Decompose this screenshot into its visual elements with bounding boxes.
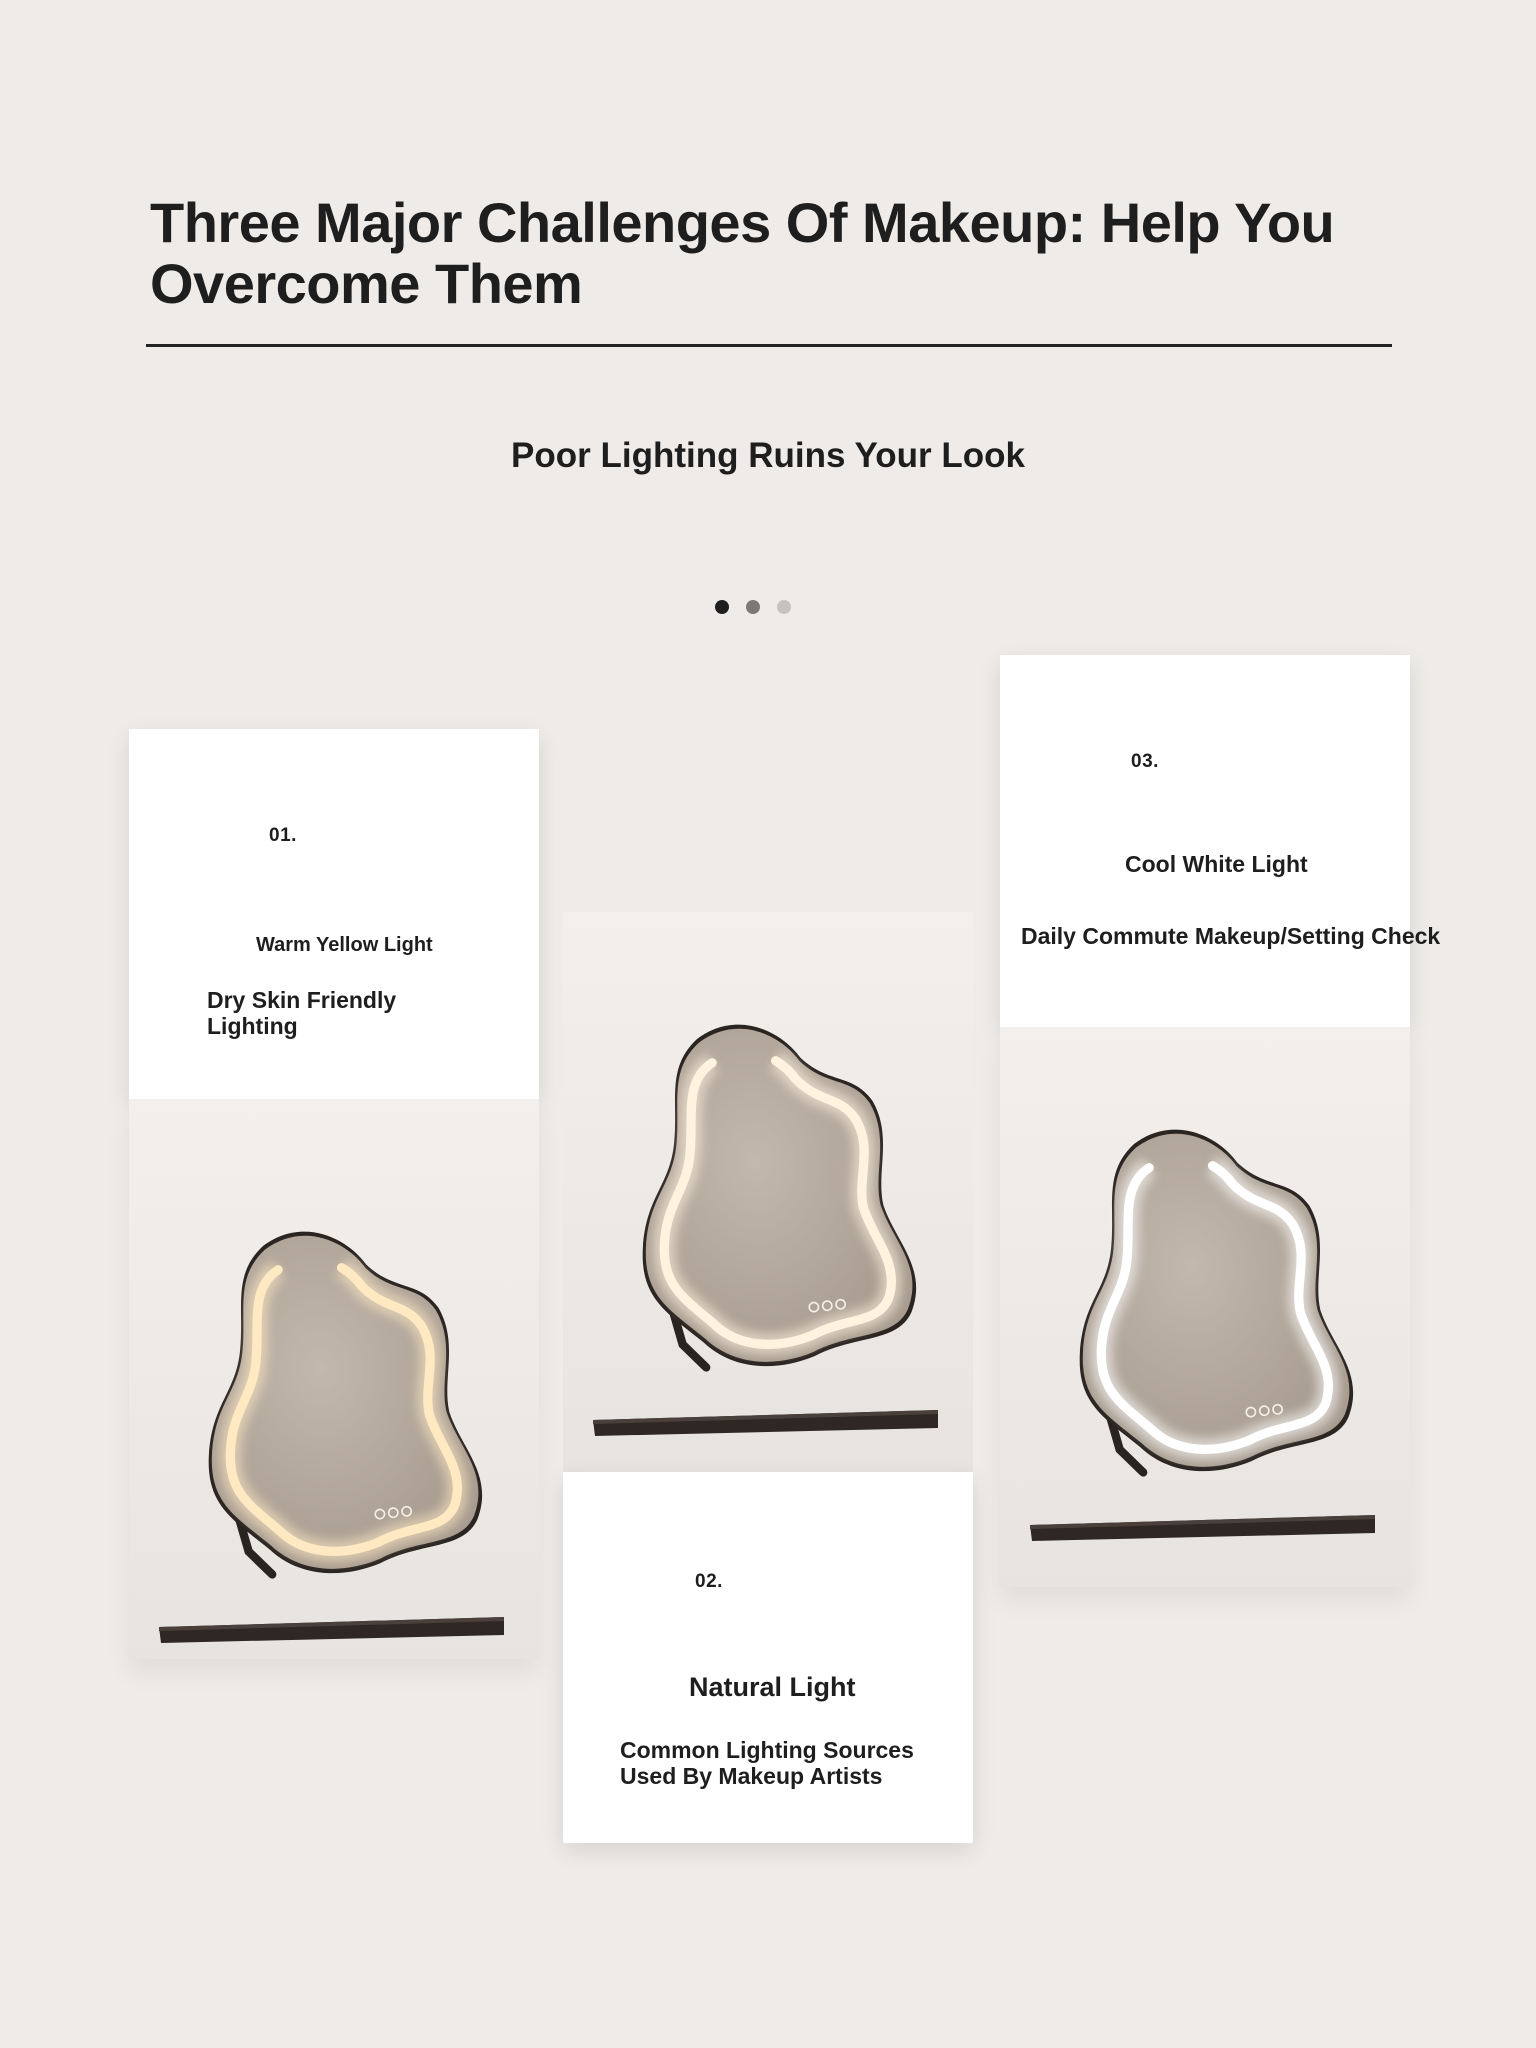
product-photo-natural xyxy=(563,912,973,1472)
carousel-dot-2[interactable] xyxy=(746,600,760,614)
card-title: Warm Yellow Light xyxy=(256,934,433,956)
card-number: 02. xyxy=(695,1571,723,1592)
carousel-dot-1[interactable] xyxy=(715,600,729,614)
product-photo-warm xyxy=(129,1099,539,1659)
card-title: Cool White Light xyxy=(1125,851,1308,877)
mirror-image xyxy=(1000,1027,1410,1557)
card-description: Common Lighting Sources Used By Makeup Artists xyxy=(620,1737,914,1789)
carousel-dot-3[interactable] xyxy=(777,600,791,614)
mirror-image xyxy=(129,1099,539,1659)
card-number: 01. xyxy=(269,825,297,846)
page-title: Three Major Challenges Of Makeup: Help You Overcome Them xyxy=(150,191,1335,315)
lighting-card-natural xyxy=(563,1472,973,1843)
card-description: Dry Skin Friendly Lighting xyxy=(207,987,397,1039)
card-number: 03. xyxy=(1131,751,1159,772)
mirror-image xyxy=(563,912,973,1452)
title-divider xyxy=(146,344,1392,347)
lighting-card-cool xyxy=(1000,655,1441,1027)
card-title: Natural Light xyxy=(689,1672,856,1702)
carousel-dots xyxy=(715,600,791,614)
section-subtitle: Poor Lighting Ruins Your Look xyxy=(511,436,1025,475)
card-description: Daily Commute Makeup/Setting Check xyxy=(1021,923,1441,949)
product-photo-cool xyxy=(1000,1027,1410,1587)
lighting-card-warm xyxy=(129,729,539,1099)
